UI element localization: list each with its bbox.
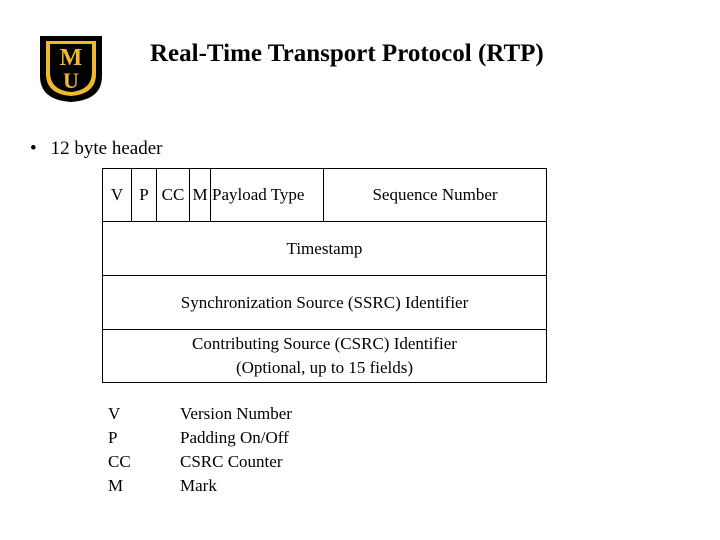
- field-cc: CC: [157, 169, 190, 221]
- header-row-1: [103, 169, 546, 222]
- legend-abbr: P: [108, 428, 118, 447]
- svg-text:U: U: [63, 68, 79, 93]
- field-p: P: [132, 169, 157, 221]
- bullet-item: [30, 138, 163, 160]
- field-payload-type: Payload Type: [211, 169, 324, 221]
- field-timestamp: Timestamp: [286, 238, 363, 258]
- legend-abbr: V: [108, 404, 121, 423]
- legend-meaning: CSRC Counter: [180, 452, 283, 471]
- legend-row: [108, 450, 292, 474]
- legend-meaning: Padding On/Off: [180, 428, 289, 447]
- legend-meaning: Mark: [180, 476, 217, 495]
- field-ssrc: Synchronization Source (SSRC) Identifier: [180, 292, 469, 312]
- field-sequence-number: Sequence Number: [372, 185, 498, 204]
- legend-meaning: Version Number: [180, 404, 292, 423]
- header-row-ssrc: [103, 276, 546, 330]
- university-logo: [38, 34, 104, 104]
- slide-title: Real-Time Transport Protocol (RTP): [150, 40, 544, 67]
- legend-row: [108, 426, 292, 450]
- legend-abbr: CC: [108, 452, 131, 471]
- header-row-timestamp: [103, 222, 546, 276]
- bullet-dot-icon: •: [30, 138, 37, 159]
- field-v: V: [103, 169, 132, 221]
- csrc-label: Contributing Source (CSRC) Identifier: [192, 334, 457, 353]
- csrc-note: (Optional, up to 15 fields): [235, 358, 414, 377]
- bullet-text: 12 byte header: [50, 138, 163, 159]
- legend-row: [108, 402, 292, 426]
- rtp-header-diagram: [102, 168, 547, 383]
- field-m: M: [190, 169, 211, 221]
- svg-text:M: M: [59, 45, 83, 71]
- legend-abbr: M: [108, 476, 124, 495]
- field-csrc: [103, 330, 546, 382]
- field-legend: [108, 402, 292, 498]
- legend-row: [108, 474, 292, 498]
- header-row-csrc: [103, 330, 546, 382]
